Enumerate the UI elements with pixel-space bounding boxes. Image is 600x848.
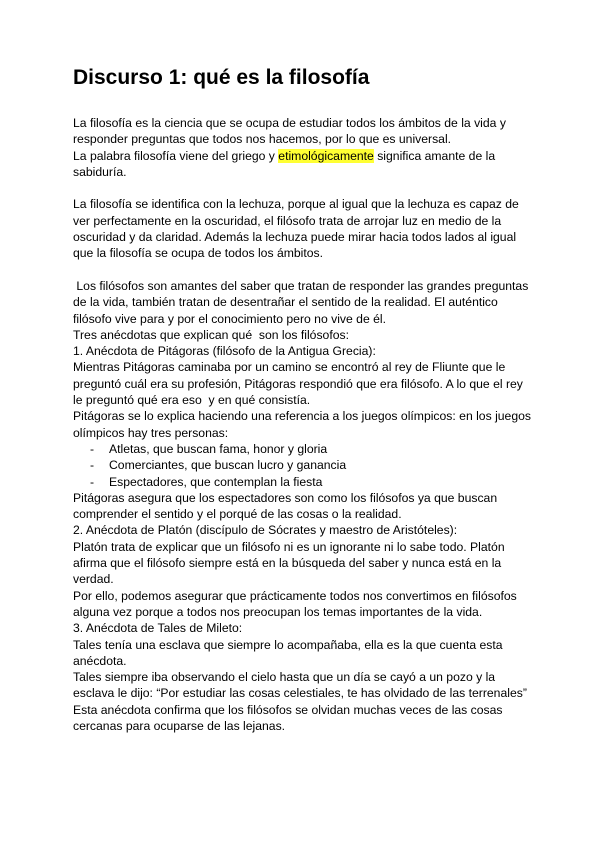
- list-item: [73, 457, 533, 473]
- text-segment: La palabra filosofía viene del griego y: [73, 148, 279, 163]
- text-line: Tales tenía una esclava que siempre lo acompañaba, ella es la que cuenta esta: [73, 637, 503, 652]
- list-item: [73, 441, 533, 457]
- text-line: Pitágoras se lo explica haciendo una referencia a los juegos olímpicos: en los juegos: [73, 409, 531, 424]
- paragraph-gap: [73, 180, 533, 196]
- bullet-marker: -: [90, 474, 95, 489]
- text-line: [73, 148, 533, 164]
- text-line: responder preguntas que todos nos hacemos, por lo que es universal.: [73, 132, 452, 147]
- text-line: anécdota.: [73, 653, 127, 668]
- list-item-text: Espectadores, que contemplan la fiesta: [109, 474, 323, 489]
- highlighted-word: etimológicamente: [278, 148, 374, 163]
- text-segment: significa amante de la: [373, 148, 496, 163]
- text-line: afirma que el filósofo siempre está en la búsqueda del saber y nunca está en la: [73, 556, 502, 571]
- text-line: Pitágoras asegura que los espectadores son como los filósofos ya que buscan: [73, 490, 498, 505]
- bullet-marker: -: [90, 458, 95, 473]
- text-line: cercanas para ocuparse de las lejanas.: [73, 718, 286, 733]
- text-line: Los filósofos son amantes del saber que tratan de responder las grandes preguntas: [73, 278, 529, 293]
- text-line: alguna vez porque a todos nos preocupan los temas importantes de la vida.: [73, 604, 483, 619]
- text-line: filósofo vive para y por el conocimiento pero no vive de él.: [73, 311, 386, 326]
- text-line: Esta anécdota confirma que los filósofos se olvidan muchas veces de las cosas: [73, 702, 503, 717]
- text-line: Mientras Pitágoras caminaba por un camino se encontró al rey de Fliunte que le: [73, 360, 506, 375]
- bullet-marker: -: [90, 441, 95, 456]
- text-line: oscuridad y da claridad. Además la lechuza puede mirar hacia todos lados al igual: [73, 230, 517, 245]
- text-line: que la filosofía se ocupa de todos los ámbitos.: [73, 246, 323, 261]
- text-line: olímpicos hay tres personas:: [73, 425, 229, 440]
- list-item: [73, 474, 533, 490]
- text-line: Tres anécdotas que explican qué son los filósofos:: [73, 327, 349, 342]
- text-line: le preguntó qué era eso y en qué consistía.: [73, 393, 311, 408]
- text-line: verdad.: [73, 572, 114, 587]
- text-line: esclava le dijo: “Por estudiar las cosas celestiales, te has olvidado de las terrenales”: [73, 686, 527, 701]
- text-line: de la vida, también tratan de desentrañar el sentido de la realidad. El auténtico: [73, 295, 498, 310]
- text-line: Por ello, podemos asegurar que prácticamente todos nos convertimos en filósofos: [73, 588, 517, 603]
- text-line: ver perfectamente en la oscuridad, el filósofo trata de arrojar luz en medio de la: [73, 213, 502, 228]
- text-line: preguntó cuál era su profesión, Pitágoras respondió que era filósofo. A lo que el rey: [73, 376, 523, 391]
- section-heading-tales: 3. Anécdota de Tales de Mileto:: [73, 621, 243, 636]
- paragraph-gap: [73, 262, 533, 278]
- text-line: La filosofía se identifica con la lechuza, porque al igual que la lechuza es capaz de: [73, 197, 519, 212]
- text-line: La filosofía es la ciencia que se ocupa de estudiar todos los ámbitos de la vida y: [73, 116, 506, 130]
- document-title: Discurso 1: qué es la filosofía: [73, 66, 370, 89]
- text-line: sabiduría.: [73, 164, 127, 179]
- section-heading-platon: 2. Anécdota de Platón (discípulo de Sócrates y maestro de Aristóteles):: [73, 523, 458, 538]
- list-item-text: Comerciantes, que buscan lucro y ganancia: [109, 458, 347, 473]
- list-item-text: Atletas, que buscan fama, honor y gloria: [109, 441, 328, 456]
- text-line: comprender el sentido y el porqué de las cosas o la realidad.: [73, 507, 402, 522]
- text-line: Tales siempre iba observando el cielo hasta que un día se cayó a un pozo y la: [73, 670, 496, 685]
- section-heading-pitagoras: 1. Anécdota de Pitágoras (filósofo de la Antigua Grecia):: [73, 344, 376, 359]
- document-body: [73, 115, 533, 734]
- text-line: Platón trata de explicar que un filósofo ni es un ignorante ni lo sabe todo. Platón: [73, 539, 505, 554]
